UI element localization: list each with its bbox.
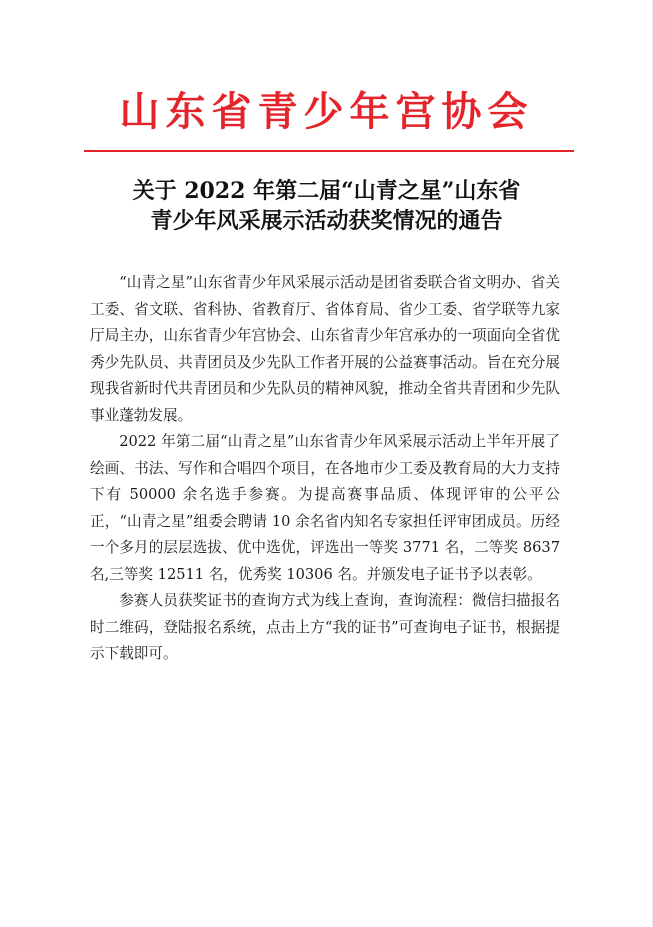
paragraph-intro: “山青之星”山东省青少年风采展示活动是团省委联合省文明办、省关工委、省文联、省科协、省教育厅、省体育局、省少工委、省学联等九家厅局主办，山东省青少年宫协会、山东省青少年宫承办的一项面向全省优秀少先队员、共青团员及少先队工作者开展的公益赛事活动。旨在充分展现我省新时代共青团员和少先队员的精神风貌，推动全省共青团和少先队事业蓬勃发展。 bbox=[90, 274, 560, 424]
notice-title-line-2: 青少年风采展示活动获奖情况的通告 bbox=[150, 208, 503, 234]
notice-title-line-1: 关于 2022 年第二届“山青之星”山东省 bbox=[132, 178, 521, 204]
notice-body bbox=[90, 270, 560, 668]
notice-title bbox=[80, 176, 573, 236]
paragraph-certificate-query: 参赛人员获奖证书的查询方式为线上查询，查询流程：微信扫描报名时二维码，登陆报名系统，点击上方“我的证书”可查询电子证书，根据提示下载即可。 bbox=[90, 592, 560, 662]
organization-header: 山东省青少年宫协会 bbox=[119, 88, 534, 135]
paragraph-results: 2022 年第二届“山青之星”山东省青少年风采展示活动上半年开展了绘画、书法、写作和合唱四个项目，在各地市少工委及教育局的大力支持下有 50000 余名选手参赛。为提高赛事品质、体现评审的公平公正，“山青之星”组委会聘请 10 余名省内知名专家担任评审团成员。历经一个多月的层层选拔、优中选优，评选出一等奖 3771 名，二等奖 8637 名,三等奖 12511 名，优秀奖 10306 名。并颁发电子证书予以表彰。 bbox=[90, 433, 560, 583]
header-divider bbox=[84, 150, 574, 152]
